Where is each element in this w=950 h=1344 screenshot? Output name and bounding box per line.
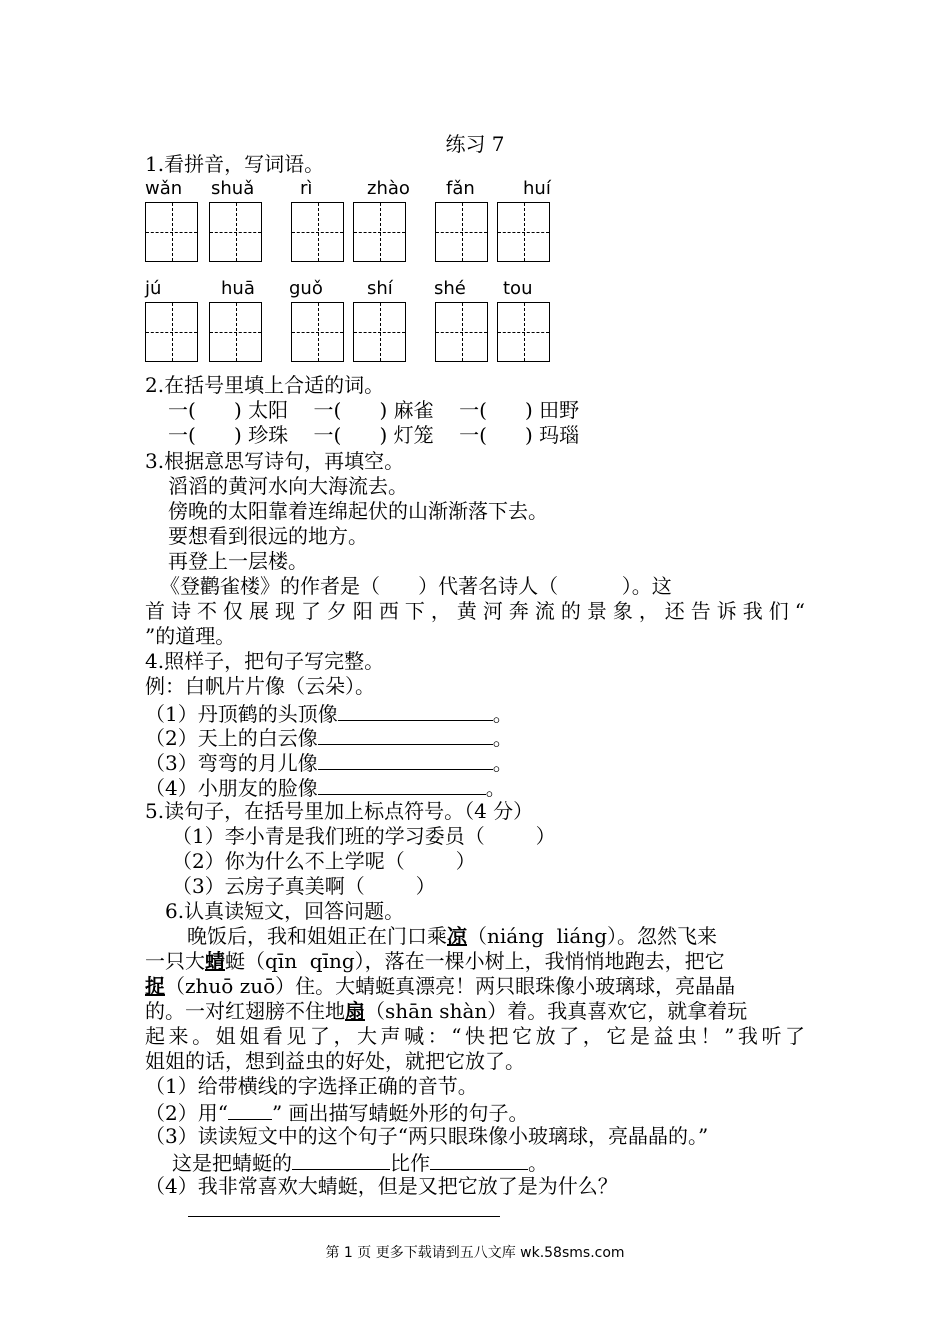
q1-heading: 1.看拼音，写词语。 [145,152,325,176]
writing-box[interactable] [291,202,344,262]
passage-line: 捉（zhuō zuō）住。大蜻蜓真漂亮！两只眼珠像小玻璃球，亮晶晶 [145,974,736,998]
writing-box[interactable] [145,302,198,362]
writing-box[interactable] [145,202,198,262]
q3-line: 要想看到很远的地方。 [168,524,368,548]
q4-item: （3）弯弯的月儿像 。 [145,751,513,775]
pinyin: huí [523,178,551,199]
q6-item-3: （3）读读短文中的这个句子“两只眼珠像小玻璃球，亮晶晶的。” [145,1124,709,1148]
pinyin: zhào [367,178,410,199]
answer-blank[interactable] [318,774,486,795]
q4-item: （4）小朋友的脸像 。 [145,776,506,800]
pinyin: shé [434,278,466,299]
writing-box[interactable] [497,302,550,362]
underline-sample [228,1099,272,1120]
writing-box[interactable] [209,202,262,262]
pinyin: jú [145,278,162,299]
answer-blank[interactable] [338,700,493,721]
q3-para-2: 首诗不仅展现了夕阳西下，黄河奔流的景象，还告诉我们“ [145,599,805,623]
pinyin: wǎn [145,178,183,199]
q3-para-1: 《登鹳雀楼》的作者是（ ）代著名诗人（ ）。这 [160,574,672,598]
pinyin: rì [300,178,313,199]
q4-item: （2）天上的白云像 。 [145,726,513,750]
page-title: 练习 7 [445,132,505,156]
passage-line: 姐姐的话，想到益虫的好处，就把它放了。 [145,1049,525,1073]
answer-blank[interactable] [430,1149,528,1170]
pinyin: shí [367,278,393,299]
answer-blank[interactable] [292,1149,390,1170]
page-footer: 第 1 页 更多下载请到五八文库 wk.58sms.com [325,1245,625,1261]
answer-blank[interactable] [318,749,493,770]
q6-item-1: （1）给带横线的字选择正确的音节。 [145,1074,478,1098]
q3-line: 再登上一层楼。 [168,549,308,573]
q5-item: （3）云房子真美啊（ ） [172,874,436,898]
q5-item: （2）你为什么不上学呢（ ） [172,849,476,873]
q2-heading: 2.在括号里填上合适的词。 [145,373,385,397]
writing-box[interactable] [435,302,488,362]
passage-line: 的。一对红翅膀不住地扇（shān shàn）着。我真喜欢它，就拿着玩 [145,999,748,1023]
q4-item: （1）丹顶鹤的头顶像 。 [145,702,513,726]
writing-box[interactable] [291,302,344,362]
pinyin: tou [503,278,533,299]
q5-item: （1）李小青是我们班的学习委员（ ） [172,824,556,848]
q3-line: 滔滔的黄河水向大海流去。 [168,474,408,498]
pinyin: huā [221,278,255,299]
q6-heading: 6.认真读短文，回答问题。 [165,899,405,923]
pinyin: fǎn [446,178,475,199]
writing-box[interactable] [497,202,550,262]
pinyin: guǒ [289,278,323,299]
q5-heading: 5.读句子，在括号里加上标点符号。（4 分） [145,799,534,823]
writing-box[interactable] [353,202,406,262]
q6-item-3-fill: 这是把蜻蜓的 比作 。 [172,1151,548,1175]
writing-box[interactable] [353,302,406,362]
answer-blank[interactable] [318,724,493,745]
q3-para-3: ”的道理。 [145,624,236,648]
q4-example: 例：白帆片片像（云朵）。 [145,674,375,698]
q6-item-2: （2）用“ ” 画出描写蜻蜓外形的句子。 [145,1101,529,1125]
q2-line-2: 一( ) 珍珠 一( ) 灯笼 一( ) 玛瑙 [168,423,580,447]
passage-line: 起来。姐姐看见了，大声喊：“快把它放了，它是益虫！”我听了 [145,1024,805,1048]
q6-item-4: （4）我非常喜欢大蜻蜓，但是又把它放了是为什么？ [145,1174,618,1198]
q4-heading: 4.照样子，把句子写完整。 [145,649,385,673]
passage-line: 晚饭后，我和姐姐正在门口乘凉（niáng liáng）。忽然飞来 [187,924,717,948]
pinyin: shuǎ [211,178,255,199]
q3-heading: 3.根据意思写诗句，再填空。 [145,449,405,473]
writing-box[interactable] [209,302,262,362]
answer-line[interactable] [188,1216,500,1217]
q3-line: 傍晚的太阳靠着连绵起伏的山渐渐落下去。 [168,499,548,523]
writing-box[interactable] [435,202,488,262]
q2-line-1: 一( ) 太阳 一( ) 麻雀 一( ) 田野 [168,398,580,422]
passage-line: 一只大蜻蜓（qīn qīng），落在一棵小树上，我悄悄地跑去，把它 [145,949,725,973]
